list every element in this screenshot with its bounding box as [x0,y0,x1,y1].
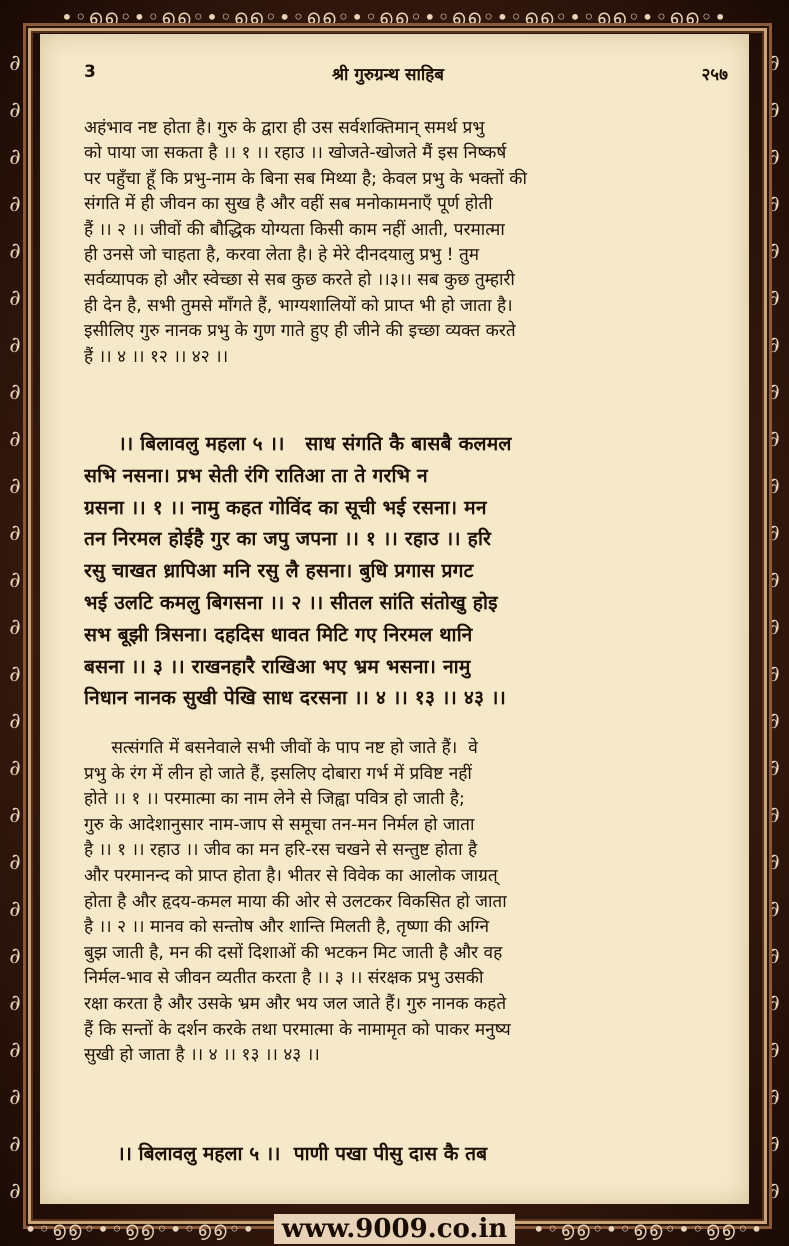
text-line: प्रभु के रंग में लीन हो जाते हैं, इसलिए दोबारा गर्भ में प्रविष्ट नहीं [84,763,472,784]
top-ornament: •◦൭൭◦•◦൭൭◦•◦൭൭◦•◦൭൭◦•◦൭൭◦•◦൭൭◦•◦൭൭◦•◦൭൭◦•◦൭൭◦• [60,5,729,29]
page-header [48,62,728,88]
hymn-line: बसना ।। ३ ।। राखनहारै राखिआ भए भ्रम भसना। नामु [84,654,471,678]
text-line: पर पहुँचा हूँ कि प्रभु-नाम के बिना सब मिथ्या है; केवल प्रभु के भक्तों की [84,168,527,189]
text-line: हैं ।। ४ ।। १२ ।। ४२ ।। [84,346,229,367]
text-line: है ।। २ ।। मानव को सन्तोष और शान्ति मिलती है, तृष्णा की अग्नि [84,917,490,938]
text-line: गुरु के आदेशानुसार नाम-जाप से समूचा तन-मन निर्मल हो जाता [84,814,475,835]
text-line: हैं कि सन्तों के दर्शन करके तथा परमात्मा के नामामृत को पाकर मनुष्य [84,1019,511,1040]
text-line: इसीलिए गुरु नानक प्रभु के गुण गाते हुए ही जीने की इच्छा व्यक्त करते [84,321,516,342]
text-line: होते ।। १ ।। परमात्मा का नाम लेने से जिह्वा पवित्र हो जाती है; [84,789,465,810]
text-line: होता है और हृदय-कमल माया की ओर से उलटकर विकसित हो जाता [84,891,507,912]
hymn-line: भई उलटि कमलु बिगसना ।। २ ।। सीतल सांति संतोखु होइ [84,590,498,614]
text-line: ही देन है, सभी तुमसे माँगते हैं, भाग्यशालियों को प्राप्त भी हो जाता है। [84,295,513,316]
hymn-line: ग्रसना ।। १ ।। नामु कहत गोविंद का सूची भई रसना। मन [84,495,487,519]
text-line: निर्मल-भाव से जीवन व्यतीत करता है ।। ३ ।। संरक्षक प्रभु उसकी [84,968,484,989]
page-title: श्री गुरुग्रन्थ साहिब [331,65,445,85]
hymn-line: ।। बिलावलु महला ५ ।। साध संगति कै बासबै कलमल [84,432,512,455]
text-line: है ।। १ ।। रहाउ ।। जीव का मन हरि-रस चखने से सन्तुष्ट होता है [84,840,478,861]
text-line: सर्वव्यापक हो और स्वेच्छा से सब कुछ करते हो ।।३।। सब कुछ तुम्हारी [84,270,515,291]
text-line: संगति में ही जीवन का सुख है और वहीं सब मनोकामनाएँ पूर्ण होती [84,194,493,215]
translation-paragraph-2 [84,736,728,1069]
text-line: सुखी हो जाता है ।। ४ ।। १३ ।। ४३ ।। [84,1045,320,1066]
hymn-line: सभि नसना। प्रभ सेती रंगि रातिआ ता ते गरभि न [84,463,428,487]
text-line: अहंभाव नष्ट होता है। गुरु के द्वारा ही उस सर्वशक्तिमान् समर्थ प्रभु [84,118,485,138]
text-line: रक्षा करता है और उसके भ्रम और भय जल जाते हैं। गुरु नानक कहते [84,993,507,1014]
hymn-line: सभ बूझी त्रिसना। दहदिस धावत मिटि गए निरमल थानि [84,622,473,646]
website-url [0,1214,789,1244]
left-ornament: ∂ ∂ ∂ ∂ ∂ ∂ ∂ ∂ ∂ ∂ ∂ ∂ ∂ ∂ ∂ ∂ ∂ ∂ ∂ ∂ ∂ ∂ ∂ ∂ ∂ [9,51,21,1204]
hymn-line: ।। बिलावलु महला ५ ।। पाणी पखा पीसु दास कै तब [84,1142,488,1165]
hymn-line: तन निरमल होईहै गुर का जपु जपना ।। १ ।। रहाउ ।। हरि [84,527,492,551]
hymn-line: निधान नानक सुखी पेखि साध दरसना ।। ४ ।। १३ ।। ४३ ।। [84,686,507,710]
text-line: को पाया जा सकता है ।। १ ।। रहाउ ।। खोजते-खोजते मैं इस निष्कर्ष [84,143,507,164]
page-number: २५७ [701,65,728,85]
text-line: ही उनसे जो चाहता है, करवा लेता है। हे मेरे दीनदयालु प्रभु ! तुम [84,245,480,266]
text-line: सत्संगति में बसनेवाले सभी जीवों के पाप नष्ट हो जाते हैं। वे [84,738,478,758]
right-ornament: ∂ ∂ ∂ ∂ ∂ ∂ ∂ ∂ ∂ ∂ ∂ ∂ ∂ ∂ ∂ ∂ ∂ ∂ ∂ ∂ ∂ ∂ ∂ ∂ ∂ [768,51,780,1204]
header-left-mark: 3 [84,62,96,82]
bottom-ornament-right: •◦൭൭◦•◦൭൭◦•◦൭൭◦• [532,1217,765,1241]
text-line: हैं ।। २ ।। जीवों की बौद्धिक योग्यता किसी काम नहीं आती, परमात्मा [84,219,505,240]
bottom-ornament-left: •◦൭൭◦•◦൭൭◦•◦൭൭◦• [24,1217,257,1241]
hymn-paragraph-next [84,1138,728,1170]
text-line: और परमानन्द को प्राप्त होता है। भीतर से विवेक का आलोक जाग्रत् [84,865,498,886]
translation-paragraph-1 [84,116,728,370]
text-line: बुझ जाती है, मन की दसों दिशाओं की भटकन मिट जाती है और वह [84,942,503,963]
hymn-paragraph [84,428,728,714]
hymn-line: रसु चाखत ध्रापिआ मनि रसु लै हसना। बुधि प्रगास प्रगट [84,559,474,583]
website-url-text: www.9009.co.in [274,1214,516,1244]
